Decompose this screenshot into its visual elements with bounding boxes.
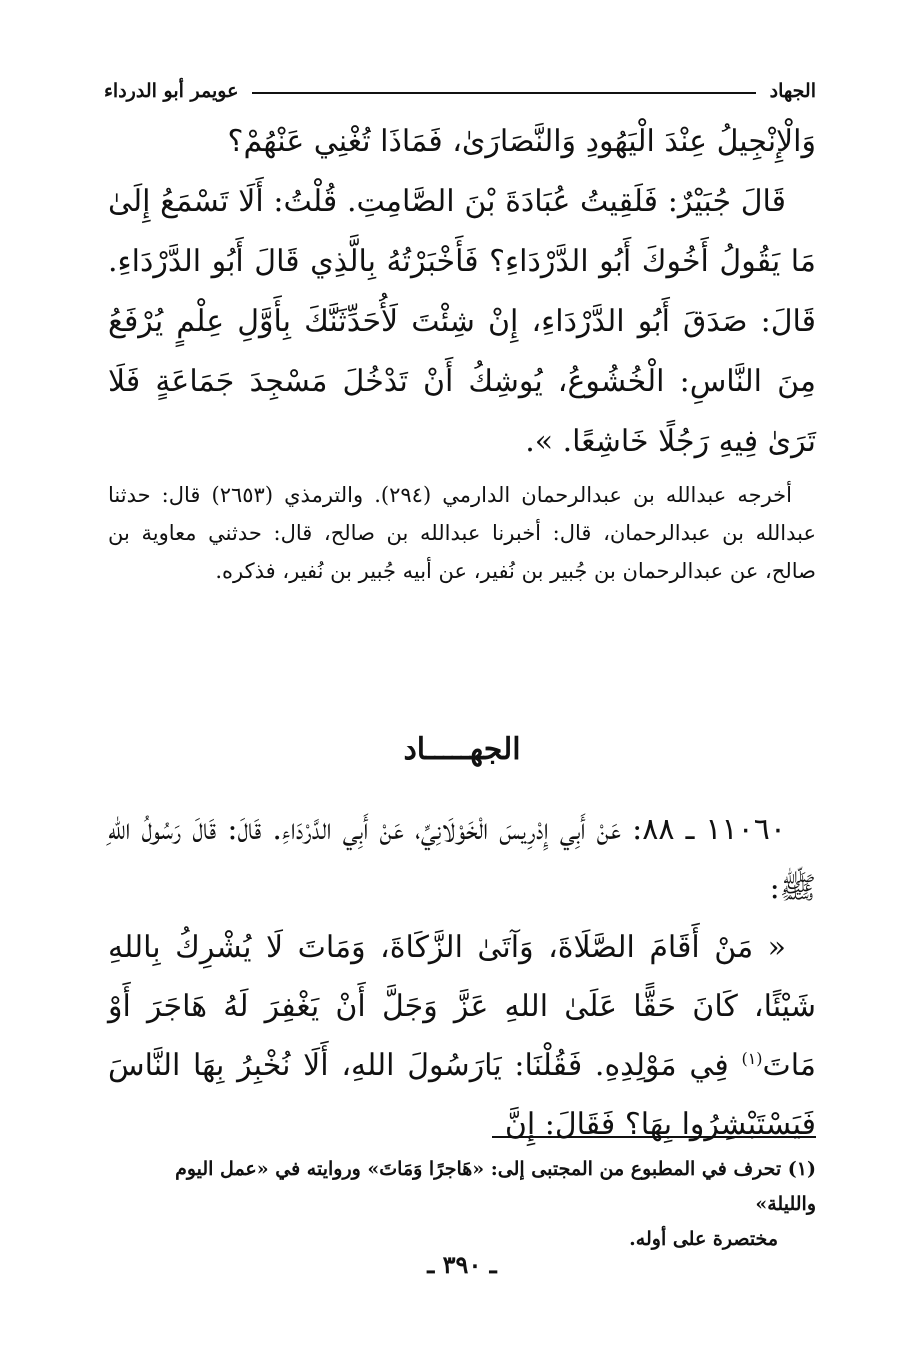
header-rule [252, 92, 755, 94]
running-header [104, 76, 816, 106]
source-note [108, 476, 816, 590]
hadith-text [108, 918, 816, 1154]
page-number: ـ ٣٩٠ ـ [427, 1250, 497, 1279]
hadith-block [108, 800, 816, 1154]
footnote-line: (١) تحرف في المطبوع من المجتبى إلى: «هَاجرًا وَمَاتَ» وروايته في «عمل اليوم والليلة» [175, 1158, 816, 1215]
footnotes [108, 1152, 816, 1257]
main-paragraph: قَالَ جُبَيْرٌ: فَلَقِيتُ عُبَادَةَ بْنَ الصَّامِتِ. قُلْتُ: أَلَا تَسْمَعُ إِلَىٰ مَا يَقُولُ أَخُوكَ أَبُو الدَّرْدَاءِ؟ فَأَخْبَرْتُهُ بِالَّذِي قَالَ أَبُو الدَّرْدَاءِ. قَالَ: صَدَقَ أَبُو الدَّرْدَاءِ، إِنْ شِئْتَ لَأُحَدِّثَنَّكَ بِأَوَّلِ عِلْمٍ يُرْفَعُ مِنَ النَّاسِ: الْخُشُوعُ، يُوشِكُ أَنْ تَدْخُلَ مَسْجِدَ جَمَاعَةٍ فَلَا تَرَىٰ فِيهِ رَجُلًا خَاشِعًا. ». [108, 184, 816, 459]
footnote-ref: (١) [741, 1049, 763, 1068]
section-heading: الجهـــــاد [403, 732, 521, 767]
hadith-text-part1: « مَنْ أَقَامَ الصَّلَاةَ، وَآتَىٰ الزَّكَاةَ، وَمَاتَ لَا يُشْرِكُ بِاللهِ شَيْئًا، كَانَ حَقًّا عَلَىٰ اللهِ عَزَّ وَجَلَّ أَنْ يَغْفِرَ لَهُ هَاجَرَ أَوْ مَاتَ [108, 930, 816, 1083]
main-paragraph: وَالْإِنْجِيلُ عِنْدَ الْيَهُودِ وَالنَّصَارَىٰ، فَمَاذَا تُغْنِي عَنْهُمْ؟ [227, 124, 816, 159]
footnote-line: مختصرة على أوله. [629, 1228, 778, 1250]
header-chapter-title: الجهاد [769, 80, 816, 102]
main-text-block [108, 112, 816, 472]
footnote-separator [492, 1136, 816, 1138]
hadith-text-part2: فِي مَوْلِدِهِ. فَقُلْنَا: يَارَسُولَ اللهِ، أَلَا نُخْبِرُ بِهَا النَّاسَ فَيَسْتَبْشِرُوا بِهَا؟ فَقَالَ: إِنَّ [108, 1048, 816, 1142]
source-note-paragraph: أخرجه عبدالله بن عبدالرحمان الدارمي (٢٩٤). والترمذي (٢٦٥٣) قال: حدثنا عبدالله بن عبدالرحمان، قال: أخبرنا عبدالله بن صالح، قال: حدثني معاوية بن صالح، عن عبدالرحمان بن جُبير بن نُفير، عن أبيه جُبير بن نُفير، فذكره. [108, 483, 816, 583]
hadith-intro: ١١٠٦٠ ـ ٨٨: عَنْ أَبِي إِدْرِيسَ الْخَوْلَانِيِّ، عَنْ أَبِي الدَّرْدَاءِ. قَالَ: قَالَ رَسُولُ اللهِ ﷺ: [108, 812, 816, 906]
header-companion-name: عويمر أبو الدرداء [104, 80, 239, 102]
